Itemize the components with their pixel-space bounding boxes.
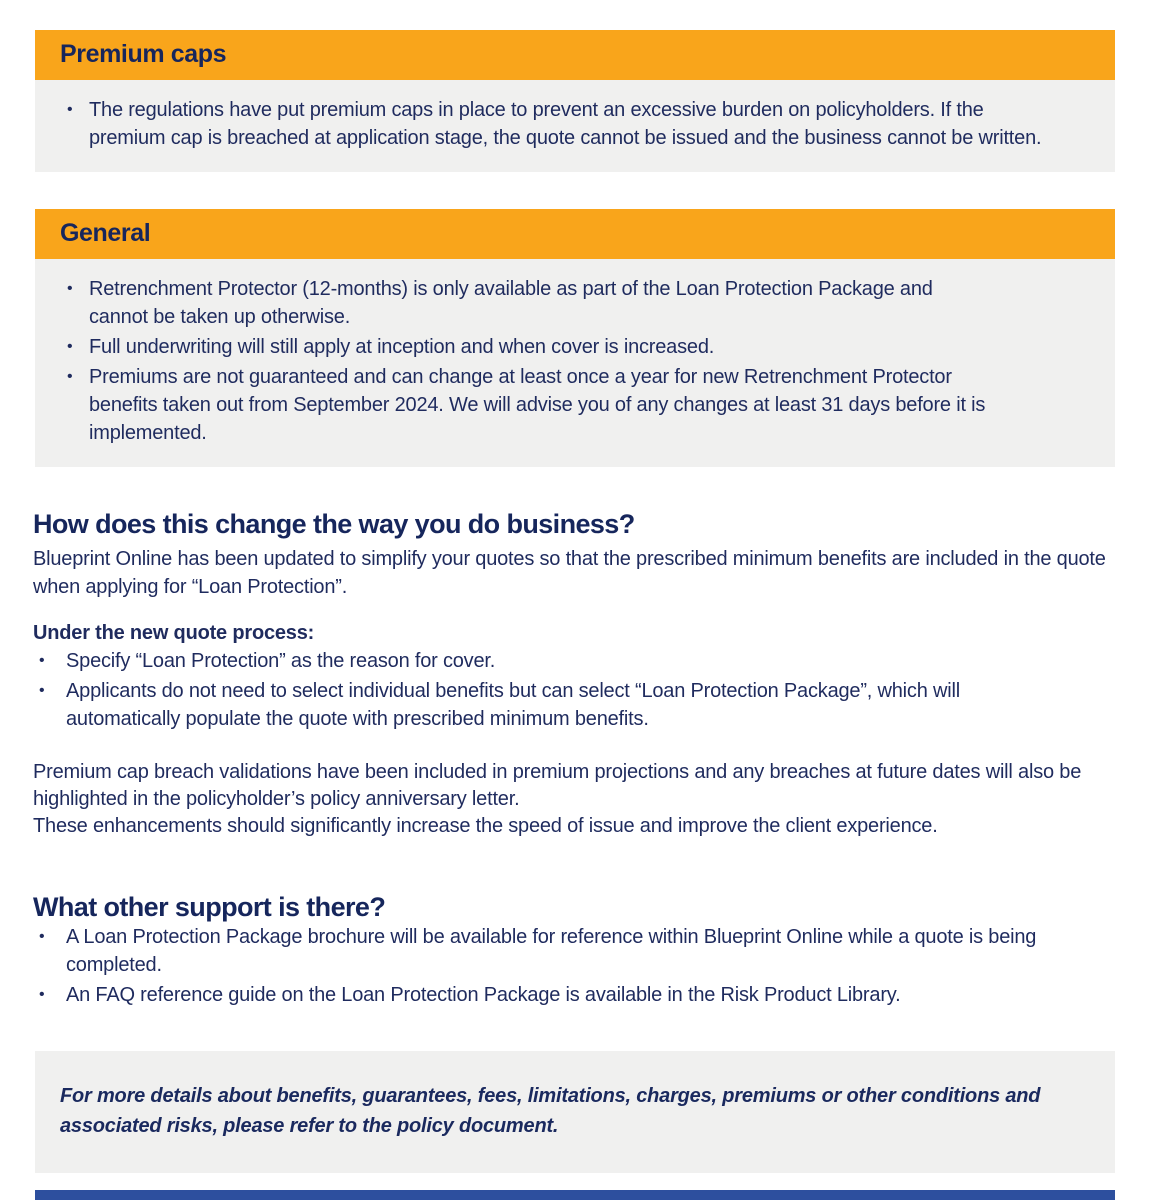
section-support xyxy=(33,892,1117,1009)
bullet-icon: • xyxy=(39,682,45,699)
bullet-icon: • xyxy=(67,280,73,297)
business-change-heading: How does this change the way you do business? xyxy=(33,509,635,539)
general-header xyxy=(35,209,1115,259)
business-change-intro: Blueprint Online has been updated to simplify your quotes so that the prescribed minimum benefits are included in the quote when applying for “Loan Protection”. xyxy=(33,548,1106,598)
bullet-text: Full underwriting will still apply at inception and when cover is increased. xyxy=(89,336,715,358)
bullet-text: A Loan Protection Package brochure will be available for reference within Blueprint Online while a quote is being completed. xyxy=(66,926,1037,976)
quote-process-bullet-list xyxy=(33,647,1117,733)
footer-disclaimer-box xyxy=(35,1051,1115,1173)
footer-disclaimer-text-inner: For more details about benefits, guarantees, fees, limitations, charges, premiums or other conditions and associated risks, please refer to the policy document. xyxy=(60,1085,1041,1137)
paragraph: Premium cap breach validations have been included in premium projections and any breaches at future dates will also be highlighted in the policyholder’s policy anniversary letter. xyxy=(33,761,1082,810)
bullet-icon: • xyxy=(67,338,73,355)
general-body xyxy=(35,259,1115,467)
bullet-icon: • xyxy=(39,928,45,945)
list-item xyxy=(33,923,1117,979)
bullet-text: The regulations have put premium caps in place to prevent an excessive burden on policyholders. If the premium cap is breached at application stage, the quote cannot be issued and the business cannot be written. xyxy=(89,99,1042,149)
list-item xyxy=(65,275,1085,331)
general-bullet-list xyxy=(65,275,1085,447)
list-item xyxy=(33,677,1117,733)
list-item xyxy=(65,333,1085,361)
footer-disclaimer-text xyxy=(60,1081,1085,1141)
bullet-icon: • xyxy=(39,986,45,1003)
bullet-text: Premiums are not guaranteed and can change at least once a year for new Retrenchment Protector benefits taken out from September 2024. We will advise you of any changes at least 31 days before it is implemented. xyxy=(89,366,986,444)
premium-caps-bullet-list xyxy=(65,96,1085,152)
support-heading: What other support is there? xyxy=(33,892,386,922)
section-business-change xyxy=(33,509,1117,840)
general-title: General xyxy=(60,219,151,247)
bullet-icon: • xyxy=(39,652,45,669)
list-item xyxy=(65,363,1085,447)
business-change-paragraphs xyxy=(33,759,1117,840)
list-item xyxy=(33,981,1117,1009)
support-bullet-list xyxy=(33,923,1117,1009)
section-general xyxy=(35,209,1115,467)
list-item xyxy=(65,96,1085,152)
premium-caps-body xyxy=(35,80,1115,172)
premium-caps-title: Premium caps xyxy=(60,40,227,68)
bullet-text: Applicants do not need to select individual benefits but can select “Loan Protection Package”, which will automatically populate the quote with prescribed minimum benefits. xyxy=(66,680,960,730)
list-item xyxy=(33,647,1117,675)
bullet-text: An FAQ reference guide on the Loan Protection Package is available in the Risk Product Library. xyxy=(66,984,901,1006)
premium-caps-header xyxy=(35,30,1115,80)
quote-process-subheading: Under the new quote process: xyxy=(33,622,315,644)
bullet-text: Specify “Loan Protection” as the reason for cover. xyxy=(66,650,496,672)
bullet-icon: • xyxy=(67,368,73,385)
section-premium-caps xyxy=(35,30,1115,172)
bottom-accent-bar xyxy=(35,1190,1115,1200)
bullet-icon: • xyxy=(67,101,73,118)
paragraph: These enhancements should significantly increase the speed of issue and improve the client experience. xyxy=(33,815,938,837)
bullet-text: Retrenchment Protector (12-months) is only available as part of the Loan Protection Package and cannot be taken up otherwise. xyxy=(89,278,933,328)
